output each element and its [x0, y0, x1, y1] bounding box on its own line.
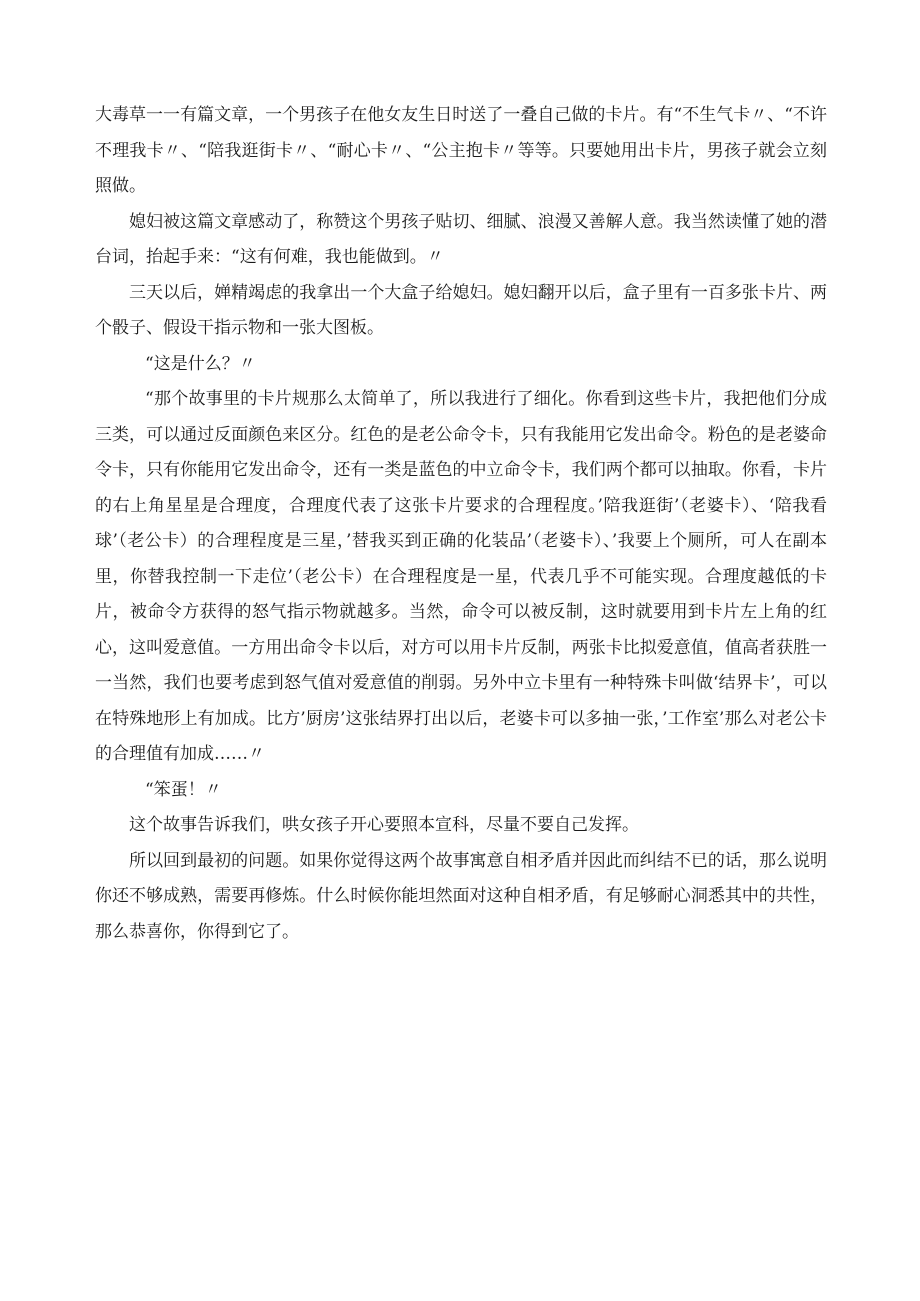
paragraph-5-quote: “那个故事里的卡片规那么太简单了，所以我进行了细化。你看到这些卡片，我把他们分成三类，可以通过反面颜色来区分。红色的是老公命令卡，只有我能用它发出命令。粉色的是老婆命令卡，只有你能用它发出命令，还有一类是蓝色的中立命令卡，我们两个都可以抽取。你看，卡片的右上角星星是合理度，合理度代表了这张卡片要求的合理程度。’陪我逛街’（老婆卡）、‘陪我看球’（老公卡）的合理程度是三星，’替我买到正确的化装品’（老婆卡）、’我要上个厕所，可人在副本里，你替我控制一下走位’（老公卡）在合理程度是一星，代表几乎不可能实现。合理度越低的卡片，被命令方获得的怒气指示物就越多。当然，命令可以被反制，这时就要用到卡片左上角的红心，这叫爱意值。一方用出命令卡以后，对方可以用卡片反制，两张卡比拟爱意值，值高者获胜一一当然，我们也要考虑到怒气值对爱意值的削弱。另外中立卡里有一种特殊卡叫做‘结界卡’，可以在特殊地形上有加成。比方’厨房’这张结界打出以后，老婆卡可以多抽一张，’工作室’那么对老公卡的合理值有加成……〃: [95, 389, 827, 764]
paragraph-4-quote: “这是什么？〃: [145, 353, 256, 374]
paragraph-1: 大毒草一一有篇文章，一个男孩子在他女友生日时送了一叠自己做的卡片。有“不生气卡〃、“不许不理我卡〃、“陪我逛街卡〃、“耐心卡〃、“公主抱卡〃等等。只要她用出卡片，男孩子就会立刻照做。: [95, 105, 827, 196]
paragraph-3: 三天以后，婵精竭虑的我拿出一个大盒子给媳妇。媳妇翻开以后，盒子里有一百多张卡片、两个骰子、假设干指示物和一张大图板。: [95, 282, 827, 338]
paragraph-7: 这个故事告诉我们，哄女孩子开心要照本宣科，尽量不要自己发挥。: [129, 815, 639, 835]
paragraph-8: 所以回到最初的问题。如果你觉得这两个故事寓意自相矛盾并因此而纠结不已的话，那么说明你还不够成熟，需要再修炼。什么时候你能坦然面对这种自相矛盾，有足够耐心洞悉其中的共性，那么恭喜你，你得到它了。: [95, 850, 827, 942]
paragraph-2: 媳妇被这篇文章感动了，称赞这个男孩子贴切、细腻、浪漫又善解人意。我当然读懂了她的潜台词，抬起手来：“这有何难，我也能做到。〃: [95, 211, 827, 267]
document-body: [95, 98, 827, 950]
paragraph-6-quote: “笨蛋！〃: [145, 779, 222, 800]
